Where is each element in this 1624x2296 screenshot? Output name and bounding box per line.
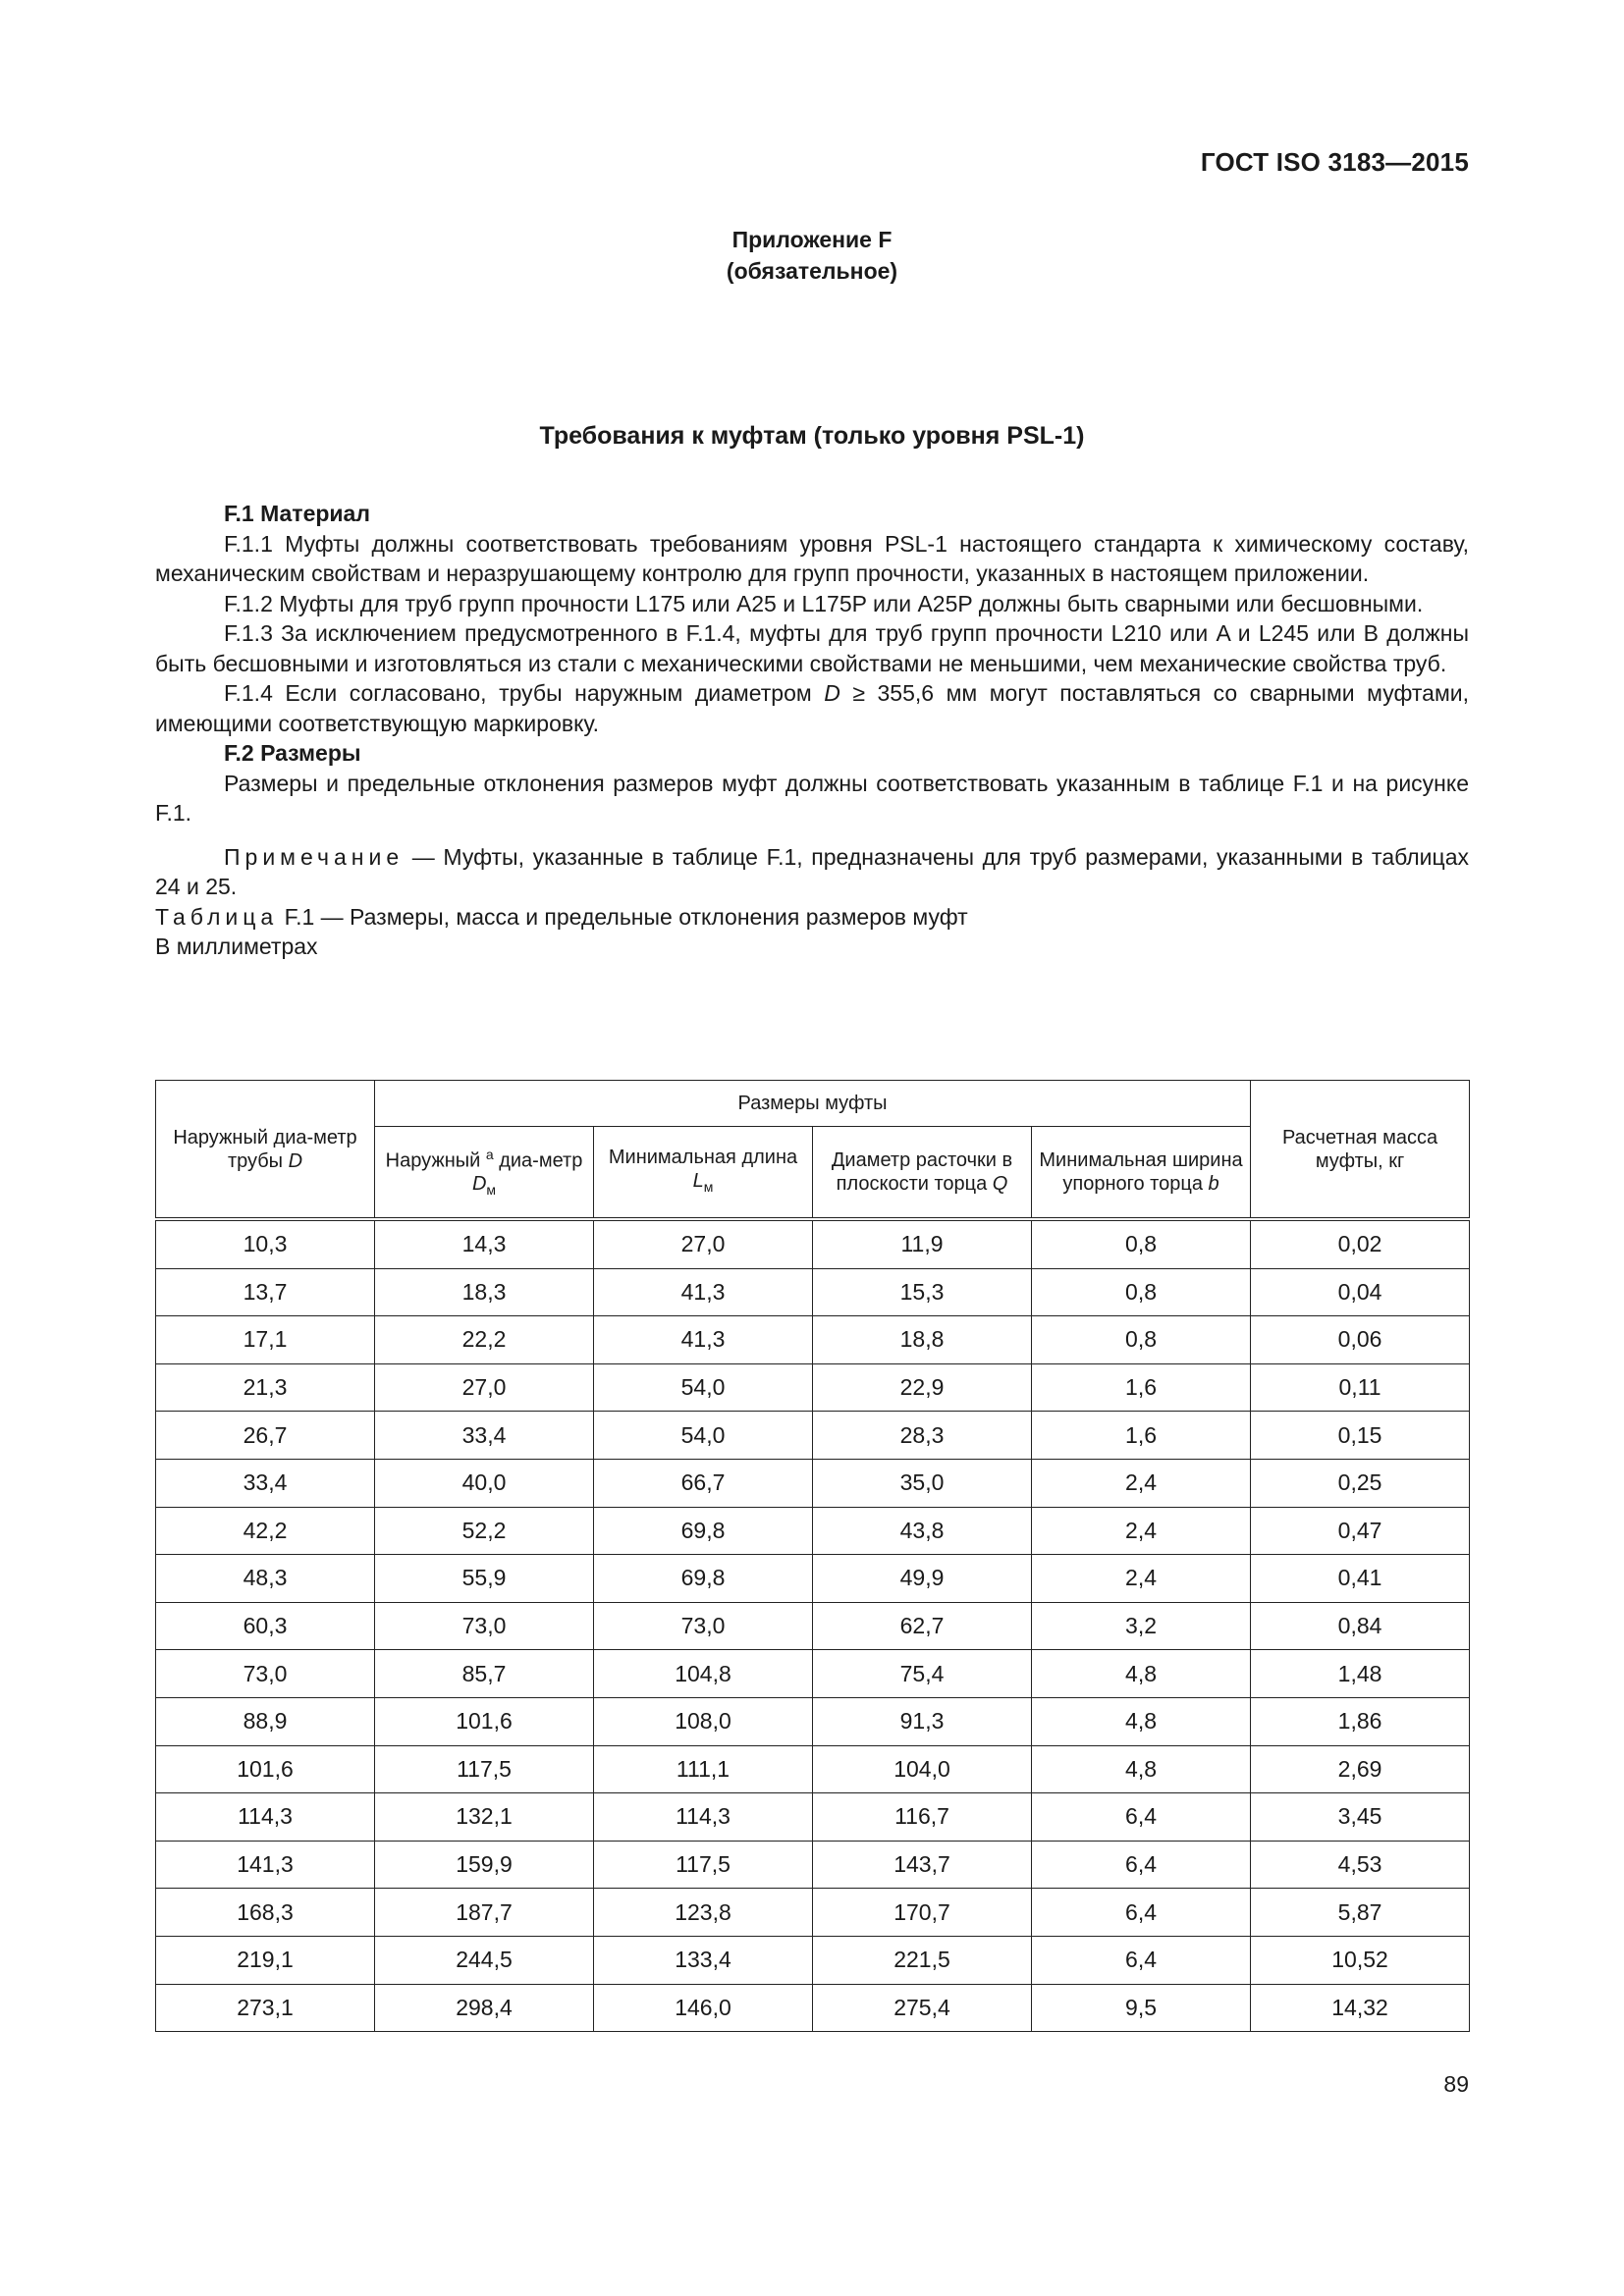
- table-cell: 22,2: [375, 1316, 594, 1364]
- table-cell: 10,52: [1251, 1936, 1470, 1984]
- table-cell: 10,3: [156, 1219, 375, 1268]
- table-cell: 28,3: [813, 1412, 1032, 1460]
- table-cell: 9,5: [1032, 1984, 1251, 2032]
- table-cell: 26,7: [156, 1412, 375, 1460]
- table-cell: 0,02: [1251, 1219, 1470, 1268]
- header-coupling-od: Наружный $^a$ диа-метр $D_м$: [375, 1127, 594, 1220]
- table-cell: 3,2: [1032, 1602, 1251, 1650]
- paragraph-f11: F.1.1 Муфты должны соответствовать требованиям уровня PSL-1 настоящего стандарта к химическому составу, механическим свойствам и неразрушающему контролю для групп прочности, указанных в настоящем приложении.: [155, 530, 1469, 586]
- table-caption: [155, 902, 1469, 933]
- diameter-symbol: D: [824, 680, 840, 706]
- table-caption-text: F.1 — Размеры, масса и предельные отклонения размеров муфт: [278, 903, 968, 930]
- section-heading-dimensions: F.2 Размеры: [224, 740, 361, 766]
- table-cell: 91,3: [813, 1697, 1032, 1745]
- table-cell: 2,69: [1251, 1745, 1470, 1793]
- table-cell: 0,11: [1251, 1363, 1470, 1412]
- table-caption-label: Таблица: [155, 903, 279, 930]
- table-cell: 4,8: [1032, 1745, 1251, 1793]
- note: [155, 842, 1469, 902]
- table-cell: 41,3: [594, 1316, 813, 1364]
- table-cell: 116,7: [813, 1793, 1032, 1842]
- table-cell: 6,4: [1032, 1793, 1251, 1842]
- table-cell: 0,04: [1251, 1268, 1470, 1316]
- document-id: ГОСТ ISO 3183—2015: [1200, 147, 1469, 177]
- table-cell: 69,8: [594, 1555, 813, 1603]
- table-cell: 133,4: [594, 1936, 813, 1984]
- table-cell: 4,53: [1251, 1841, 1470, 1889]
- table-cell: 117,5: [375, 1745, 594, 1793]
- table-cell: 170,7: [813, 1889, 1032, 1937]
- table-cell: 54,0: [594, 1363, 813, 1412]
- table-cell: 27,0: [594, 1219, 813, 1268]
- header-mass: Расчетная масса муфты, кг: [1251, 1081, 1470, 1220]
- table-cell: 14,3: [375, 1219, 594, 1268]
- table-cell: 6,4: [1032, 1936, 1251, 1984]
- table-cell: 2,4: [1032, 1507, 1251, 1555]
- header-min-length: Минимальная длина $L_м$: [594, 1127, 813, 1220]
- table-cell: 219,1: [156, 1936, 375, 1984]
- table-cell: 104,0: [813, 1745, 1032, 1793]
- table-cell: 275,4: [813, 1984, 1032, 2032]
- note-label: Примечание: [224, 843, 405, 870]
- section-heading-material: F.1 Материал: [224, 501, 370, 526]
- table-row: [156, 1459, 1470, 1507]
- note-text: — Муфты, указанные в таблице F.1, предназначены для труб размерами, указанными в таблицах 24 и 25.: [155, 843, 1469, 899]
- table-cell: 60,3: [156, 1602, 375, 1650]
- table-row: [156, 1984, 1470, 2032]
- table-row: [156, 1889, 1470, 1937]
- table-cell: 69,8: [594, 1507, 813, 1555]
- table-cell: 0,8: [1032, 1316, 1251, 1364]
- table-cell: 159,9: [375, 1841, 594, 1889]
- table-cell: 117,5: [594, 1841, 813, 1889]
- table-row: [156, 1841, 1470, 1889]
- table-cell: 73,0: [156, 1650, 375, 1698]
- paragraph-f14: [155, 678, 1469, 738]
- table-cell: 0,15: [1251, 1412, 1470, 1460]
- page-number: 89: [1443, 2071, 1469, 2097]
- table-cell: 104,8: [594, 1650, 813, 1698]
- table-cell: 3,45: [1251, 1793, 1470, 1842]
- table-cell: 13,7: [156, 1268, 375, 1316]
- annex-heading: [155, 224, 1469, 287]
- table-cell: 42,2: [156, 1507, 375, 1555]
- table-cell: 88,9: [156, 1697, 375, 1745]
- table-cell: 146,0: [594, 1984, 813, 2032]
- table-cell: 2,4: [1032, 1459, 1251, 1507]
- paragraph-f2: Размеры и предельные отклонения размеров муфт должны соответствовать указанным в таблице F.1 и на рисунке F.1.: [155, 770, 1469, 826]
- table-cell: 48,3: [156, 1555, 375, 1603]
- table-row: [156, 1268, 1470, 1316]
- table-cell: 143,7: [813, 1841, 1032, 1889]
- table-cell: 33,4: [375, 1412, 594, 1460]
- table-row: [156, 1555, 1470, 1603]
- table-cell: 114,3: [594, 1793, 813, 1842]
- table-cell: 0,8: [1032, 1268, 1251, 1316]
- table-cell: 85,7: [375, 1650, 594, 1698]
- paragraph-f12: F.1.2 Муфты для труб групп прочности L175 или A25 и L175P или A25P должны быть сварными или бесшовными.: [224, 590, 1424, 616]
- table-cell: 52,2: [375, 1507, 594, 1555]
- table-cell: 4,8: [1032, 1650, 1251, 1698]
- table-cell: 1,6: [1032, 1363, 1251, 1412]
- table-cell: 54,0: [594, 1412, 813, 1460]
- table-row: [156, 1219, 1470, 1268]
- table-cell: 22,9: [813, 1363, 1032, 1412]
- header-bearing-face: Минимальная ширина упорного торца b: [1032, 1127, 1251, 1220]
- table-cell: 27,0: [375, 1363, 594, 1412]
- table-cell: 108,0: [594, 1697, 813, 1745]
- table-cell: 187,7: [375, 1889, 594, 1937]
- annex-title: Требования к муфтам (только уровня PSL-1): [539, 422, 1085, 450]
- table-row: [156, 1745, 1470, 1793]
- table-cell: 6,4: [1032, 1889, 1251, 1937]
- header-coupling-dimensions: Размеры муфты: [375, 1081, 1251, 1127]
- paragraph-f14-part1: F.1.4 Если согласовано, трубы наружным диаметром: [224, 680, 825, 706]
- annex-label: Приложение F: [731, 227, 893, 252]
- coupling-dimensions-table: [155, 1080, 1470, 2032]
- table-row: [156, 1316, 1470, 1364]
- table-cell: 101,6: [156, 1745, 375, 1793]
- table-cell: 298,4: [375, 1984, 594, 2032]
- table-cell: 21,3: [156, 1363, 375, 1412]
- table-cell: 6,4: [1032, 1841, 1251, 1889]
- table-row: [156, 1697, 1470, 1745]
- table-cell: 55,9: [375, 1555, 594, 1603]
- table-cell: 11,9: [813, 1219, 1032, 1268]
- table-cell: 0,84: [1251, 1602, 1470, 1650]
- annex-status: (обязательное): [726, 258, 898, 284]
- table-cell: 221,5: [813, 1936, 1032, 1984]
- table-cell: 18,8: [813, 1316, 1032, 1364]
- table-cell: 66,7: [594, 1459, 813, 1507]
- table-cell: 114,3: [156, 1793, 375, 1842]
- table-cell: 49,9: [813, 1555, 1032, 1603]
- table-cell: 273,1: [156, 1984, 375, 2032]
- table-cell: 17,1: [156, 1316, 375, 1364]
- table-cell: 123,8: [594, 1889, 813, 1937]
- table-row: [156, 1507, 1470, 1555]
- table-cell: 1,6: [1032, 1412, 1251, 1460]
- table-cell: 0,8: [1032, 1219, 1251, 1268]
- table-cell: 43,8: [813, 1507, 1032, 1555]
- table-cell: 1,48: [1251, 1650, 1470, 1698]
- table-row: [156, 1650, 1470, 1698]
- table-cell: 40,0: [375, 1459, 594, 1507]
- paragraph-f13: F.1.3 За исключением предусмотренного в F.1.4, муфты для труб групп прочности L210 или A и L245 или B должны быть бесшовными и изготовляться из стали с механическими свойствами не меньшими, чем механические свойства труб.: [155, 620, 1469, 676]
- table-cell: 101,6: [375, 1697, 594, 1745]
- table-row: [156, 1793, 1470, 1842]
- table-cell: 0,06: [1251, 1316, 1470, 1364]
- table-cell: 2,4: [1032, 1555, 1251, 1603]
- table-row: [156, 1602, 1470, 1650]
- table-cell: 111,1: [594, 1745, 813, 1793]
- body-text: [155, 499, 1469, 962]
- table-cell: 5,87: [1251, 1889, 1470, 1937]
- table-cell: 62,7: [813, 1602, 1032, 1650]
- paragraph-f14-part2: ≥ 355,6 мм могут поставляться со сварными муфтами, имеющими соответствующую маркировку.: [155, 680, 1469, 736]
- table-row: [156, 1936, 1470, 1984]
- table-cell: 15,3: [813, 1268, 1032, 1316]
- table-cell: 1,86: [1251, 1697, 1470, 1745]
- table-cell: 14,32: [1251, 1984, 1470, 2032]
- table-row: [156, 1412, 1470, 1460]
- table-cell: 0,47: [1251, 1507, 1470, 1555]
- header-bore-diameter: Диаметр расточки в плоскости торца Q: [813, 1127, 1032, 1220]
- table-cell: 73,0: [594, 1602, 813, 1650]
- table-cell: 244,5: [375, 1936, 594, 1984]
- table-cell: 168,3: [156, 1889, 375, 1937]
- table-cell: 75,4: [813, 1650, 1032, 1698]
- table-cell: 35,0: [813, 1459, 1032, 1507]
- table-cell: 4,8: [1032, 1697, 1251, 1745]
- table-row: [156, 1363, 1470, 1412]
- table-cell: 41,3: [594, 1268, 813, 1316]
- header-pipe-od: Наружный диа-метр трубы D: [156, 1081, 375, 1220]
- table-cell: 18,3: [375, 1268, 594, 1316]
- table-cell: 132,1: [375, 1793, 594, 1842]
- table-cell: 0,25: [1251, 1459, 1470, 1507]
- table-cell: 141,3: [156, 1841, 375, 1889]
- table-body: [156, 1219, 1470, 2032]
- table-cell: 73,0: [375, 1602, 594, 1650]
- table-units: В миллиметрах: [155, 934, 318, 959]
- table-cell: 33,4: [156, 1459, 375, 1507]
- table-cell: 0,41: [1251, 1555, 1470, 1603]
